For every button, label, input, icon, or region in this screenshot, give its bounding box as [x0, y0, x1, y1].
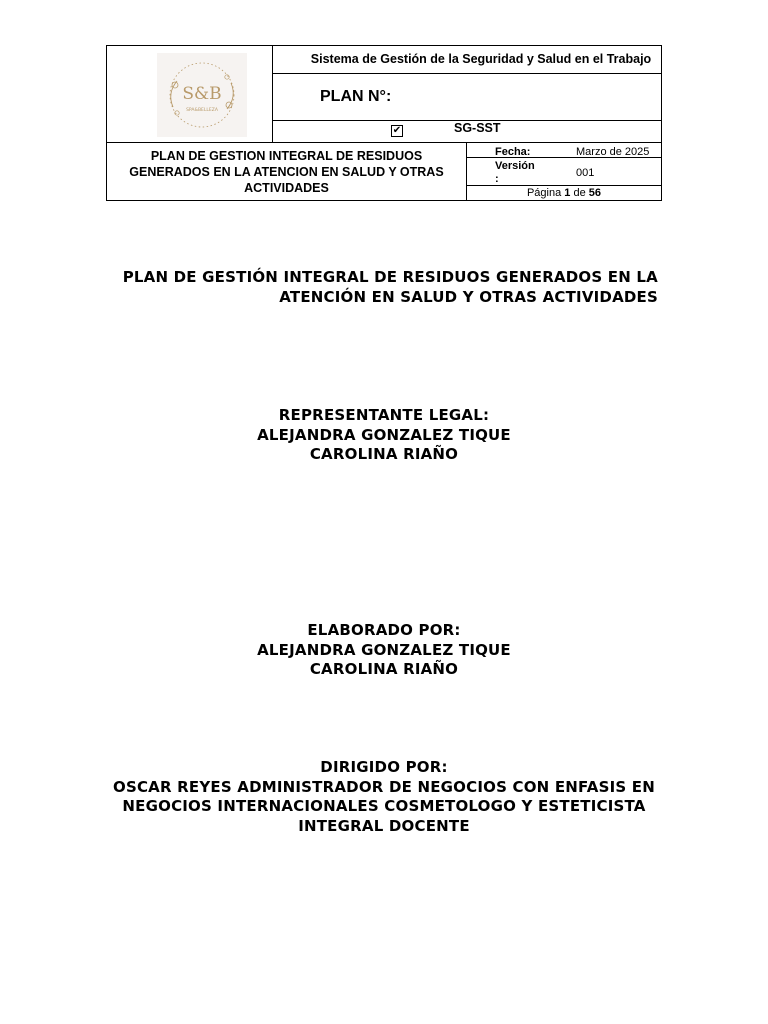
document-title-line: PLAN DE GESTIÓN INTEGRAL DE RESIDUOS GENERADOS EN LA	[122, 268, 658, 286]
directed-by-text: OSCAR REYES ADMINISTRADOR DE NEGOCIOS CON ENFASIS EN NEGOCIOS INTERNACIONALES COSMETOLOGO Y ESTETICISTA INTEGRAL DOCENTE	[113, 777, 655, 835]
legal-representative-section	[110, 406, 658, 465]
floral-wreath-logo-icon	[159, 55, 245, 135]
sgsst-label: SG-SST	[454, 121, 501, 135]
date-label: Fecha:	[495, 146, 531, 158]
system-title: Sistema de Gestión de la Seguridad y Salud en el Trabajo	[273, 46, 661, 74]
version-label-text: Versión	[495, 160, 535, 172]
document-title	[110, 268, 658, 307]
version-label	[495, 160, 535, 186]
page-current: 1	[564, 187, 571, 199]
metadata-divider	[467, 157, 661, 158]
person-name: ALEJANDRA GONZALEZ TIQUE	[257, 640, 511, 659]
header-document-title	[107, 143, 467, 201]
header-title-line: PLAN DE GESTION INTEGRAL DE RESIDUOS	[150, 149, 423, 163]
checkbox-icon[interactable]: ✔	[392, 125, 402, 136]
prepared-by-section	[110, 621, 658, 680]
version-value: 001	[576, 167, 595, 179]
document-metadata	[467, 143, 661, 201]
company-logo	[157, 53, 247, 137]
person-name: ALEJANDRA GONZALEZ TIQUE	[257, 425, 511, 444]
plan-number-label: PLAN N°:	[273, 74, 661, 121]
date-value: Marzo de 2025	[576, 146, 650, 158]
logo-brand: SPA&BELLEZA	[186, 108, 218, 113]
page-total: 56	[588, 187, 602, 199]
person-name: CAROLINA RIAÑO	[309, 445, 459, 463]
metadata-divider	[467, 185, 661, 186]
prepared-by-heading: ELABORADO POR:	[307, 621, 461, 639]
logo-cell	[107, 46, 273, 142]
version-label-colon: :	[495, 173, 499, 185]
page-counter	[467, 187, 661, 199]
header-title-line: ACTIVIDADES	[244, 181, 329, 195]
page-separator: de	[573, 187, 586, 199]
page-prefix: Página	[526, 187, 562, 199]
logo-monogram: S&B	[182, 84, 222, 104]
directed-by-heading: DIRIGIDO POR:	[320, 758, 448, 776]
legal-representative-heading: REPRESENTANTE LEGAL:	[278, 406, 490, 424]
person-name: CAROLINA RIAÑO	[309, 660, 459, 678]
document-title-line: ATENCIÓN EN SALUD Y OTRAS ACTIVIDADES	[279, 287, 658, 306]
directed-by-section	[110, 758, 658, 836]
header-title-line: GENERADOS EN LA ATENCION EN SALUD Y OTRAS	[129, 165, 444, 179]
document-header-table	[106, 45, 662, 201]
sgsst-row	[273, 121, 661, 142]
